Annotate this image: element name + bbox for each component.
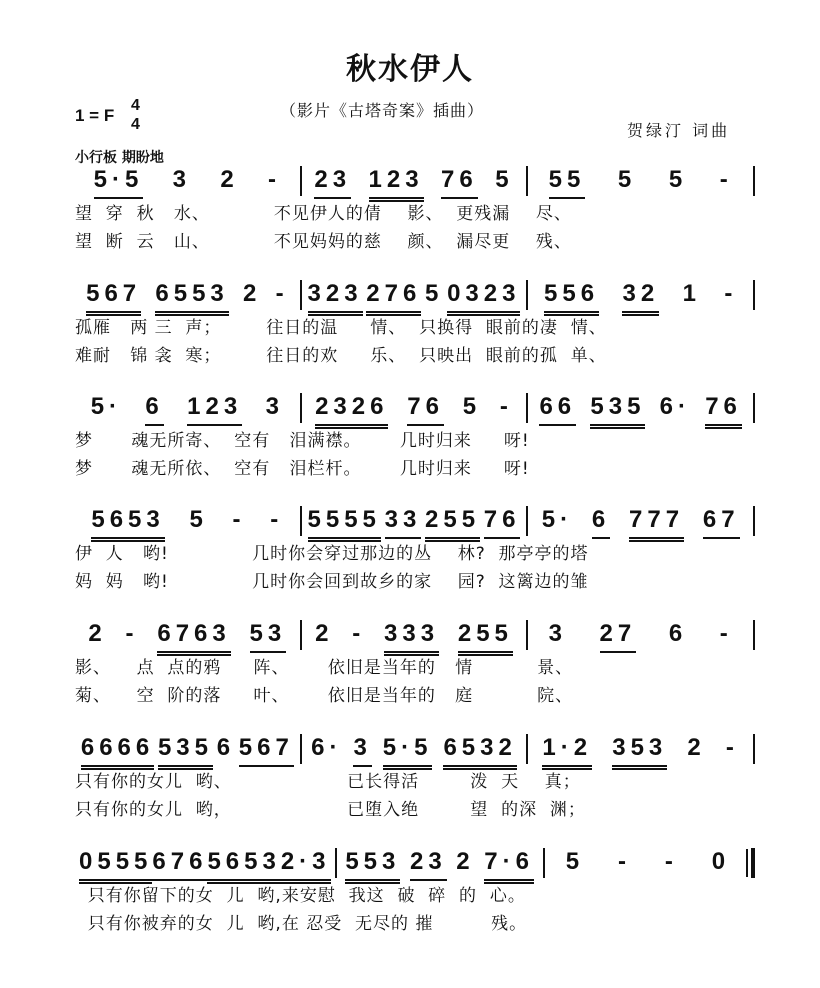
note-group: 76 bbox=[705, 393, 742, 429]
lyric-line-1: 只有你的女儿 哟、 已长得活 泼 天 真； bbox=[75, 772, 581, 792]
note-group: - bbox=[232, 506, 246, 533]
note-group: 6 bbox=[145, 393, 163, 426]
note-group: 553 bbox=[345, 848, 400, 884]
measure bbox=[302, 280, 527, 316]
time-sig-top: 4 bbox=[131, 97, 140, 114]
lyric-line-1: 影、 点 点的鸦 阵、 依旧是当年的 情 景、 bbox=[75, 658, 574, 678]
note-group: 2 bbox=[242, 280, 262, 307]
note-group: 255 bbox=[458, 620, 513, 656]
measure bbox=[528, 280, 753, 316]
lyric-line-2: 望 断 云 山、 不见妈妈的慈 颜、 漏尽更 残、 bbox=[75, 232, 572, 252]
lyric-line-2: 菊、 空 阶的落 叶、 依旧是当年的 庭 院、 bbox=[75, 686, 574, 706]
lyric-line-1: 只有你留下的女 儿 哟,来安慰 我这 破 碎 的 心。 bbox=[75, 886, 526, 906]
note-group: 323 bbox=[308, 280, 363, 316]
measure bbox=[75, 280, 300, 316]
note-group: 5 bbox=[462, 393, 482, 420]
note-group: 567 bbox=[86, 280, 141, 316]
note-group: 3 bbox=[172, 166, 192, 193]
note-group: 23 bbox=[410, 848, 447, 881]
note-group: 0 bbox=[711, 848, 731, 875]
note-group: 123 bbox=[369, 166, 424, 202]
subtitle: （影片《古塔奇案》插曲） bbox=[280, 101, 485, 120]
note-group: 5· bbox=[541, 506, 574, 533]
barline bbox=[753, 506, 755, 536]
note-group: 5653 bbox=[207, 848, 280, 884]
note-group: 33 bbox=[385, 506, 422, 539]
note-group: 2326 bbox=[315, 393, 388, 429]
note-group: 6532 bbox=[443, 734, 516, 770]
notes-row bbox=[75, 848, 755, 882]
score-system bbox=[75, 506, 755, 596]
notes-row bbox=[75, 280, 755, 314]
note-group: 3 bbox=[265, 393, 284, 420]
barline bbox=[753, 166, 755, 196]
note-group: 6763 bbox=[157, 620, 230, 656]
time-signature bbox=[131, 96, 140, 134]
note-group: 2 bbox=[315, 620, 334, 647]
score-system bbox=[75, 393, 755, 483]
notes-row bbox=[75, 620, 755, 654]
lyric-line-1: 望 穿 秋 水、 不见伊人的倩 影、 更残漏 尽、 bbox=[75, 204, 572, 224]
note-group: 5· bbox=[90, 393, 123, 420]
note-group: - bbox=[352, 620, 366, 647]
barline bbox=[753, 734, 755, 764]
note-group: - bbox=[719, 620, 733, 647]
note-group: 76 bbox=[484, 506, 521, 539]
lyric-line-2: 只有你的女儿 哟， 已堕入绝 望 的深 渊； bbox=[75, 800, 586, 820]
note-group: - bbox=[724, 280, 738, 307]
note-group: - bbox=[499, 393, 513, 420]
note-group: 2 bbox=[456, 848, 475, 875]
note-group: 23 bbox=[314, 166, 351, 199]
note-group: 0323 bbox=[447, 280, 520, 316]
note-group: 535 bbox=[590, 393, 645, 429]
note-group: 2·3 bbox=[281, 848, 331, 884]
note-group: 5 bbox=[495, 166, 514, 193]
measure bbox=[75, 734, 300, 770]
note-group: 7·6 bbox=[484, 848, 534, 884]
note-group: 556 bbox=[544, 280, 599, 316]
measure bbox=[528, 734, 753, 770]
note-group: 6666 bbox=[81, 734, 154, 770]
measure bbox=[302, 393, 527, 429]
note-group: 6553 bbox=[155, 280, 228, 316]
note-group: 2 bbox=[220, 166, 239, 193]
note-group: 5 bbox=[425, 280, 444, 307]
final-barline bbox=[751, 848, 755, 878]
note-group: 676 bbox=[152, 848, 207, 881]
measure bbox=[302, 620, 527, 656]
note-group: 76 bbox=[441, 166, 478, 199]
measure bbox=[545, 848, 751, 879]
score-system bbox=[75, 734, 755, 824]
note-group: 66 bbox=[539, 393, 576, 426]
note-group: 1 bbox=[682, 280, 701, 307]
barline bbox=[753, 620, 755, 650]
note-group: - bbox=[275, 280, 289, 307]
note-group: 32 bbox=[622, 280, 659, 316]
note-group: 535 bbox=[158, 734, 213, 770]
note-group: 255 bbox=[425, 506, 480, 542]
lyric-line-2: 妈 妈 哟! 几时你会回到故乡的家 园? 这篱边的雏 bbox=[75, 572, 589, 592]
score-system bbox=[75, 166, 755, 256]
note-group: 6· bbox=[659, 393, 691, 420]
measure bbox=[75, 166, 300, 199]
note-group: 5 bbox=[189, 506, 208, 533]
measure bbox=[302, 506, 527, 542]
key-signature: 1 = F bbox=[75, 106, 115, 125]
note-group: - bbox=[664, 848, 678, 875]
note-group: 2 bbox=[687, 734, 706, 761]
song-title: 秋水伊人 bbox=[346, 52, 474, 87]
measure bbox=[75, 506, 300, 542]
note-group: 1·2 bbox=[542, 734, 592, 770]
measure bbox=[75, 393, 300, 426]
note-group: 2 bbox=[88, 620, 107, 647]
note-group: 5653 bbox=[91, 506, 164, 542]
note-group: - bbox=[617, 848, 631, 875]
note-group: 0555 bbox=[79, 848, 152, 884]
note-group: 5·5 bbox=[94, 166, 144, 199]
note-group: 5 bbox=[565, 848, 585, 875]
note-group: 276 bbox=[366, 280, 421, 316]
time-sig-bottom: 4 bbox=[131, 116, 140, 133]
tempo-marking: 小行板 期盼地 bbox=[75, 150, 164, 166]
notes-row bbox=[75, 166, 755, 200]
score-system bbox=[75, 620, 755, 710]
note-group: 123 bbox=[187, 393, 242, 426]
notes-row bbox=[75, 506, 755, 540]
score-system bbox=[75, 848, 755, 938]
note-group: 353 bbox=[612, 734, 667, 770]
barline bbox=[753, 393, 755, 423]
lyric-line-2: 难耐 锦 衾 寒； 往日的欢 乐、 只映出 眼前的孤 单、 bbox=[75, 346, 607, 366]
measure bbox=[528, 393, 753, 429]
lyric-line-1: 伊 人 哟! 几时你会穿过那边的丛 林? 那亭亭的塔 bbox=[75, 544, 589, 564]
measure bbox=[75, 620, 300, 656]
measure bbox=[528, 166, 753, 199]
note-group: 5·5 bbox=[383, 734, 433, 770]
note-group: - bbox=[268, 166, 281, 193]
measure bbox=[75, 848, 335, 884]
barline bbox=[753, 280, 755, 310]
measure bbox=[302, 734, 527, 770]
note-group: 55 bbox=[549, 166, 586, 199]
note-group: 27 bbox=[600, 620, 637, 653]
note-group: 6· bbox=[311, 734, 343, 761]
note-group: 5 bbox=[617, 166, 637, 193]
note-group: 567 bbox=[239, 734, 294, 767]
measure bbox=[337, 848, 543, 884]
note-group: 6 bbox=[668, 620, 688, 647]
note-group: 6 bbox=[216, 734, 236, 761]
note-group: 76 bbox=[407, 393, 444, 426]
author-credit: 贺绿汀 词曲 bbox=[627, 121, 731, 140]
measure bbox=[302, 166, 527, 202]
note-group: 777 bbox=[629, 506, 684, 542]
note-group: - bbox=[270, 506, 284, 533]
notes-row bbox=[75, 393, 755, 427]
note-group: 6 bbox=[592, 506, 610, 539]
note-group: - bbox=[719, 166, 733, 193]
note-group: - bbox=[125, 620, 139, 647]
lyric-line-2: 只有你被弃的女 儿 哟,在 忍受 无尽的 摧 残。 bbox=[75, 914, 528, 934]
note-group: 67 bbox=[703, 506, 740, 539]
note-group: 53 bbox=[250, 620, 287, 653]
note-group: 3 bbox=[548, 620, 567, 647]
measure bbox=[528, 506, 753, 542]
note-group: 3 bbox=[353, 734, 371, 767]
notes-row bbox=[75, 734, 755, 768]
note-group: 5 bbox=[668, 166, 688, 193]
note-group: 333 bbox=[384, 620, 439, 656]
lyric-line-1: 梦 魂无所寄、 空有 泪满襟。 几时归来 呀! bbox=[75, 431, 530, 451]
note-group: - bbox=[725, 734, 739, 761]
note-group: 5555 bbox=[308, 506, 381, 542]
lyric-line-2: 梦 魂无所依、 空有 泪栏杆。 几时归来 呀! bbox=[75, 459, 530, 479]
measure bbox=[528, 620, 753, 653]
lyric-line-1: 孤雁 两 三 声； 往日的温 情、 只换得 眼前的凄 情、 bbox=[75, 318, 607, 338]
score-system bbox=[75, 280, 755, 370]
